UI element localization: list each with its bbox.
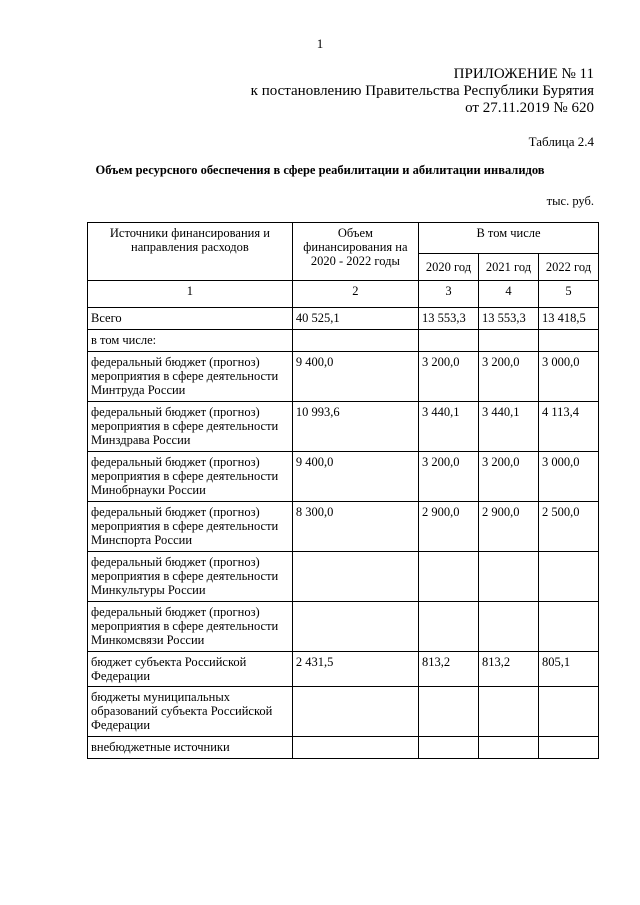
cell-total xyxy=(292,552,418,602)
column-number: 5 xyxy=(538,281,598,308)
cell-source: внебюджетные источники xyxy=(88,737,293,759)
cell-total xyxy=(292,330,418,352)
cell-2020: 3 200,0 xyxy=(419,352,479,402)
cell-2022: 4 113,4 xyxy=(538,402,598,452)
cell-2020 xyxy=(419,602,479,652)
cell-2021 xyxy=(478,552,538,602)
cell-2022: 805,1 xyxy=(538,652,598,687)
cell-total xyxy=(292,737,418,759)
cell-2022: 3 000,0 xyxy=(538,352,598,402)
cell-source: бюджет субъекта Российской Федерации xyxy=(88,652,293,687)
cell-2020: 2 900,0 xyxy=(419,502,479,552)
cell-2020 xyxy=(419,552,479,602)
table-row xyxy=(88,737,599,759)
page-number: 1 xyxy=(316,36,324,51)
cell-total: 9 400,0 xyxy=(292,352,418,402)
cell-source: бюджеты муниципальных образований субъекта Российской Федерации xyxy=(88,687,293,737)
cell-2020 xyxy=(419,330,479,352)
cell-total: 2 431,5 xyxy=(292,652,418,687)
header-source: Источники финансирования и направления расходов xyxy=(88,223,293,281)
cell-2021: 3 200,0 xyxy=(478,352,538,402)
header-total: Объем финансирования на 2020 - 2022 годы xyxy=(292,223,418,281)
cell-2021: 2 900,0 xyxy=(478,502,538,552)
cell-2020 xyxy=(419,737,479,759)
document-title: Объем ресурсного обеспечения в сфере реабилитации и абилитации инвалидов xyxy=(95,163,545,177)
cell-2021 xyxy=(478,330,538,352)
cell-source: федеральный бюджет (прогноз) мероприятия в сфере деятельности Минтруда России xyxy=(88,352,293,402)
cell-source: федеральный бюджет (прогноз) мероприятия в сфере деятельности Минспорта России xyxy=(88,502,293,552)
cell-2022 xyxy=(538,330,598,352)
cell-total: 10 993,6 xyxy=(292,402,418,452)
cell-2020: 813,2 xyxy=(419,652,479,687)
cell-2021 xyxy=(478,737,538,759)
cell-2020 xyxy=(419,687,479,737)
cell-total: 40 525,1 xyxy=(292,308,418,330)
cell-2020: 3 200,0 xyxy=(419,452,479,502)
appendix-block xyxy=(251,66,594,117)
table-row xyxy=(88,502,599,552)
cell-2021: 13 553,3 xyxy=(478,308,538,330)
cell-2022: 2 500,0 xyxy=(538,502,598,552)
table-row xyxy=(88,652,599,687)
header-2021: 2021 год xyxy=(478,254,538,281)
appendix-decree: к постановлению Правительства Республики Бурятия xyxy=(250,83,594,99)
table-row xyxy=(88,552,599,602)
table-row xyxy=(88,330,599,352)
cell-2021: 813,2 xyxy=(478,652,538,687)
column-number: 4 xyxy=(478,281,538,308)
funding-table xyxy=(87,222,599,759)
cell-2022 xyxy=(538,687,598,737)
cell-total xyxy=(292,687,418,737)
table-row xyxy=(88,308,599,330)
column-number: 3 xyxy=(419,281,479,308)
cell-2021: 3 440,1 xyxy=(478,402,538,452)
cell-2021 xyxy=(478,687,538,737)
appendix-date: от 27.11.2019 № 620 xyxy=(465,100,594,116)
column-number: 2 xyxy=(292,281,418,308)
table-row xyxy=(88,687,599,737)
table-row xyxy=(88,352,599,402)
cell-2020: 3 440,1 xyxy=(419,402,479,452)
cell-2020: 13 553,3 xyxy=(419,308,479,330)
cell-2021: 3 200,0 xyxy=(478,452,538,502)
header-2020: 2020 год xyxy=(419,254,479,281)
appendix-title: ПРИЛОЖЕНИЕ № 11 xyxy=(453,66,594,82)
cell-2022: 3 000,0 xyxy=(538,452,598,502)
cell-source: федеральный бюджет (прогноз) мероприятия в сфере деятельности Минздрава России xyxy=(88,402,293,452)
cell-2022 xyxy=(538,552,598,602)
cell-source: федеральный бюджет (прогноз) мероприятия в сфере деятельности Минкультуры России xyxy=(88,552,293,602)
cell-2022: 13 418,5 xyxy=(538,308,598,330)
cell-2021 xyxy=(478,602,538,652)
cell-source: в том числе: xyxy=(88,330,293,352)
table-row xyxy=(88,402,599,452)
cell-total xyxy=(292,602,418,652)
units-label: тыс. руб. xyxy=(546,194,594,208)
cell-2022 xyxy=(538,737,598,759)
header-including: В том числе xyxy=(419,223,599,254)
column-numbers-row xyxy=(88,281,599,308)
cell-2022 xyxy=(538,602,598,652)
table-row xyxy=(88,452,599,502)
cell-total: 9 400,0 xyxy=(292,452,418,502)
table-number: Таблица 2.4 xyxy=(528,134,594,149)
table-body xyxy=(88,308,599,759)
cell-total: 8 300,0 xyxy=(292,502,418,552)
cell-source: федеральный бюджет (прогноз) мероприятия в сфере деятельности Минкомсвязи России xyxy=(88,602,293,652)
column-number: 1 xyxy=(88,281,293,308)
header-2022: 2022 год xyxy=(538,254,598,281)
table-row xyxy=(88,602,599,652)
cell-source: федеральный бюджет (прогноз) мероприятия в сфере деятельности Минобрнауки России xyxy=(88,452,293,502)
cell-source: Всего xyxy=(88,308,293,330)
